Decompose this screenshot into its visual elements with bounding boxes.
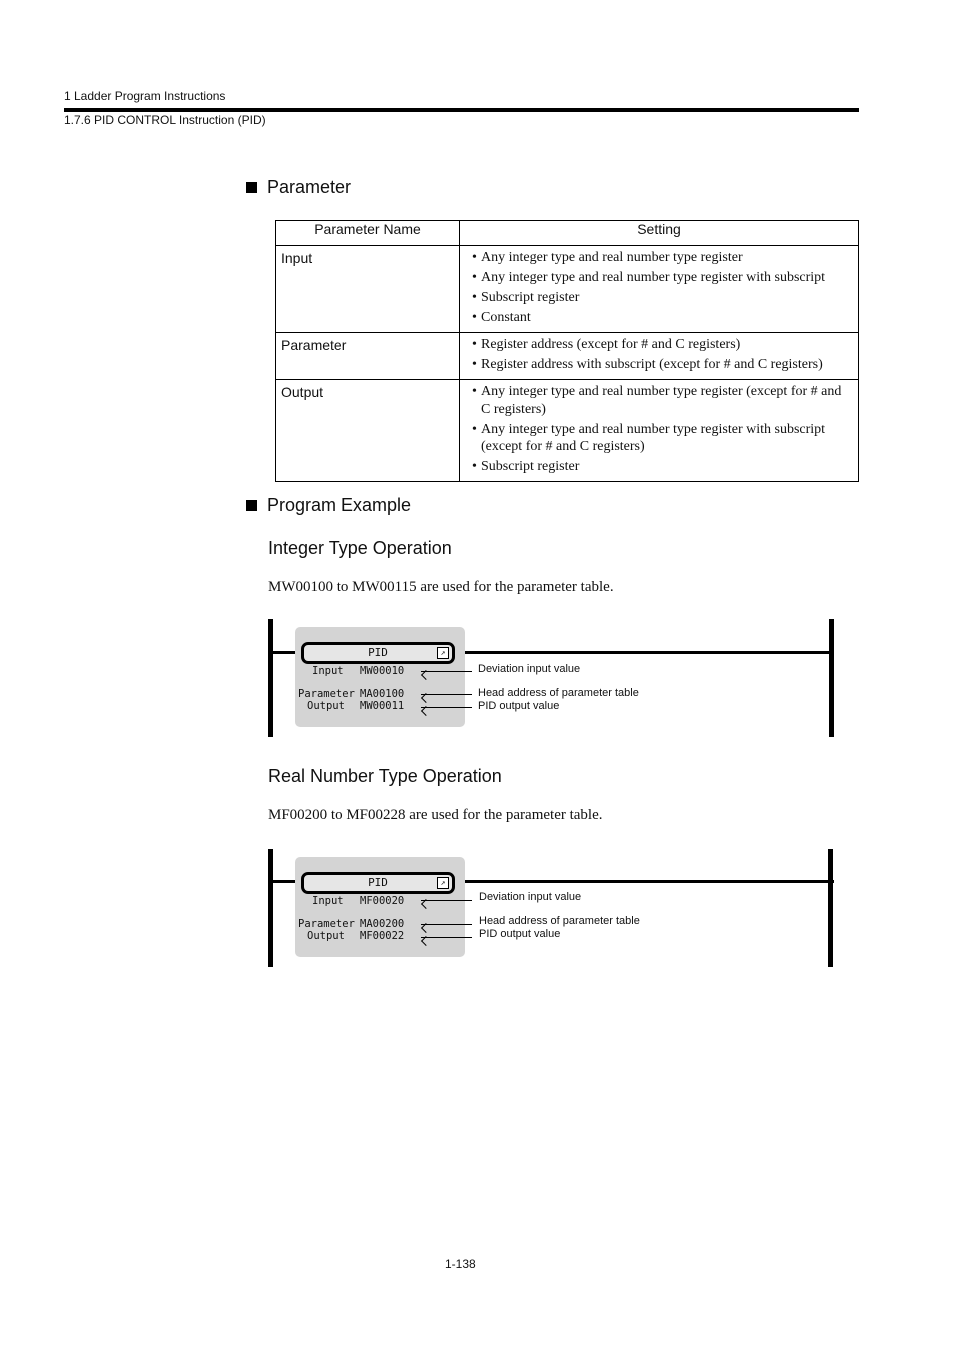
expand-icon: ↗ (437, 877, 449, 889)
parameter-pointer-arrow (421, 924, 472, 925)
input-note: Deviation input value (478, 663, 581, 675)
square-bullet-icon (246, 182, 257, 193)
integer-operation-title: Integer Type Operation (268, 538, 452, 558)
table-row (276, 333, 859, 380)
parameter-setting (460, 333, 859, 380)
parameter-label: Parameter (298, 688, 355, 700)
table-row (276, 380, 859, 482)
input-pointer-arrow (421, 671, 472, 672)
left-power-rail (268, 849, 273, 967)
setting-item: • Register address (except for # and C registers) (472, 336, 852, 354)
column-header: Setting (460, 221, 859, 246)
input-register: MW00010 (360, 665, 405, 677)
output-register: MW00011 (360, 700, 405, 712)
real-operation-title: Real Number Type Operation (268, 766, 502, 786)
output-pointer-arrow (421, 937, 472, 938)
parameter-pointer-arrow (421, 694, 472, 695)
parameter-label: Parameter (298, 918, 355, 930)
output-note: PID output value (479, 928, 561, 940)
parameter-heading: Parameter (246, 177, 351, 198)
running-header-section: 1.7.6 PID CONTROL Instruction (PID) (64, 113, 266, 127)
output-pointer-arrow (421, 707, 472, 708)
pid-instruction-block[interactable] (295, 627, 465, 727)
input-pointer-arrow (421, 900, 472, 901)
setting-item: • Subscript register (472, 289, 852, 307)
table-header-row (276, 221, 859, 246)
integer-ladder-diagram (268, 619, 834, 737)
page-number: 1-138 (445, 1257, 476, 1271)
header-rule (64, 108, 859, 112)
setting-item: • Constant (472, 309, 852, 327)
output-label: Output (307, 930, 345, 942)
integer-operation-description: MW00100 to MW00115 are used for the parameter table. (268, 579, 614, 595)
input-label: Input (312, 895, 344, 907)
output-label: Output (307, 700, 345, 712)
parameter-name: Parameter (276, 333, 460, 380)
expand-icon: ↗ (437, 647, 449, 659)
running-header-chapter: 1 Ladder Program Instructions (64, 89, 226, 103)
table-row (276, 246, 859, 333)
column-header: Parameter Name (276, 221, 460, 246)
input-note: Deviation input value (479, 891, 582, 903)
instruction-name: PID (368, 646, 388, 659)
parameter-note: Head address of parameter table (478, 687, 639, 699)
output-note: PID output value (478, 700, 560, 712)
parameter-note: Head address of parameter table (479, 915, 640, 927)
parameter-table (275, 220, 859, 482)
right-power-rail (828, 849, 833, 967)
setting-item: • Any integer type and real number type register (472, 249, 852, 267)
parameter-name: Input (276, 246, 460, 333)
setting-item: • Register address with subscript (except for # and C registers) (472, 356, 852, 374)
program-example-heading: Program Example (246, 495, 411, 516)
setting-item: • Any integer type and real number type register (except for # and C registers) (472, 383, 852, 418)
parameter-setting (460, 380, 859, 482)
output-register: MF00022 (360, 930, 405, 942)
parameter-register: MA00100 (360, 688, 405, 700)
setting-item: • Subscript register (472, 458, 852, 476)
left-power-rail (268, 619, 273, 737)
setting-item: • Any integer type and real number type register with subscript (except for # and C registers) (472, 421, 852, 456)
pid-instruction-block[interactable] (295, 857, 465, 957)
setting-item: • Any integer type and real number type register with subscript (472, 269, 852, 287)
right-power-rail (829, 619, 834, 737)
instruction-name: PID (368, 876, 388, 889)
input-register: MF00020 (360, 895, 405, 907)
pid-instruction-header (301, 872, 455, 894)
pid-instruction-header (301, 642, 455, 664)
parameter-register: MA00200 (360, 918, 405, 930)
parameter-name: Output (276, 380, 460, 482)
parameter-setting (460, 246, 859, 333)
real-operation-description: MF00200 to MF00228 are used for the parameter table. (268, 807, 603, 823)
real-ladder-diagram (268, 849, 834, 967)
input-label: Input (312, 665, 344, 677)
square-bullet-icon (246, 500, 257, 511)
